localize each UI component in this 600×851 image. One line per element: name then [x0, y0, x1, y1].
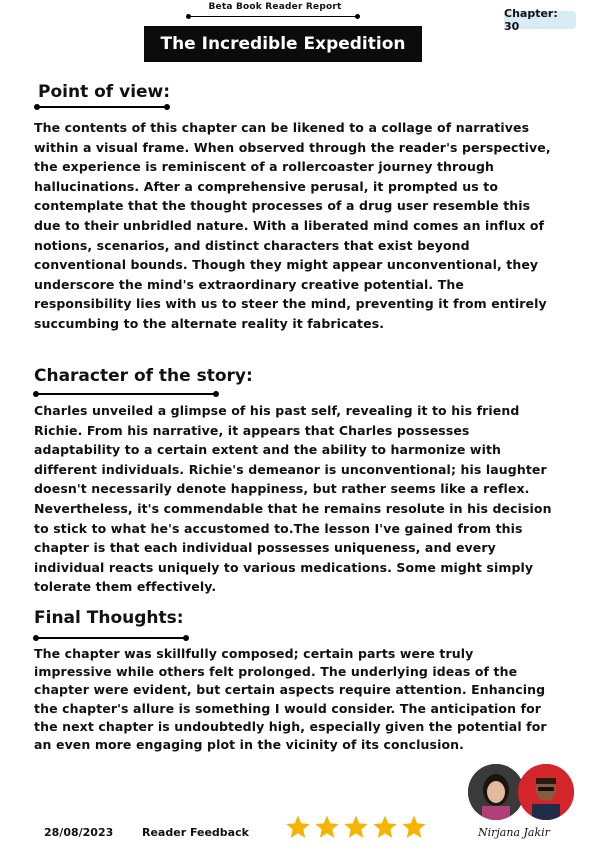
section-divider: [37, 106, 167, 108]
star-icon: [285, 814, 311, 840]
section-heading-point-of-view: Point of view:: [38, 82, 171, 102]
section-divider: [36, 393, 216, 395]
star-icon: [314, 814, 340, 840]
section-divider: [36, 637, 186, 639]
report-label: Beta Book Reader Report: [208, 2, 342, 12]
feedback-label: Reader Feedback: [142, 826, 249, 839]
section-heading-character: Character of the story:: [34, 366, 253, 386]
reviewer-signatures: Nirjana Jakir: [478, 826, 550, 839]
rating-stars: [285, 814, 427, 840]
avatar: [518, 764, 574, 820]
report-label-divider: [188, 16, 358, 17]
section-heading-final-thoughts: Final Thoughts:: [34, 608, 184, 628]
star-icon: [343, 814, 369, 840]
section-text-final-thoughts: The chapter was skillfully composed; certain parts were truly impressive while others felt prolonged. The underlying ideas of the chapter were evident, but certain aspects require attention. Enhancing the chapter's allure is something I would consider. The anticipation for the next chapter is undoubtedly high, especially given the potential for an even more engaging plot in the vicinity of its conclusion.: [34, 646, 547, 753]
report-date: 28/08/2023: [44, 826, 114, 839]
book-title: The Incredible Expedition: [144, 26, 422, 62]
star-icon: [372, 814, 398, 840]
chapter-badge: Chapter: 30: [504, 11, 576, 29]
section-text-point-of-view: The contents of this chapter can be likened to a collage of narratives within a visual frame. When observed through the reader's perspective, the experience is reminiscent of a rollercoaster journey through hallucinations. After a comprehensive perusal, it prompted us to contemplate that the thought processes of a drug user resemble this due to their unbridled nature. With a liberated mind comes an influx of notions, scenarios, and distinct characters that exist beyond conventional bounds. Though they might appear unconventional, they underscore the mind's extraordinary creative potential. The responsibility lies with us to steer the mind, preventing it from entirely succumbing to the alternate reality it fabricates.: [34, 120, 551, 331]
star-icon: [401, 814, 427, 840]
avatar: [468, 764, 524, 820]
section-text-character: Charles unveiled a glimpse of his past self, revealing it to his friend Richie. From his narrative, it appears that Charles possesses adaptability to a certain extent and the ability to harmonize with different individuals. Richie's demeanor is unconventional; his laughter doesn't necessarily denote happiness, but rather seems like a reflex. Nevertheless, it's commendable that he remains resolute in his decision to stick to what he's accustomed to.The lesson I've gained from this chapter is that each individual possesses uniqueness, and every individual reacts uniquely to various medications. Some might simply tolerate them effectively.: [34, 403, 552, 595]
